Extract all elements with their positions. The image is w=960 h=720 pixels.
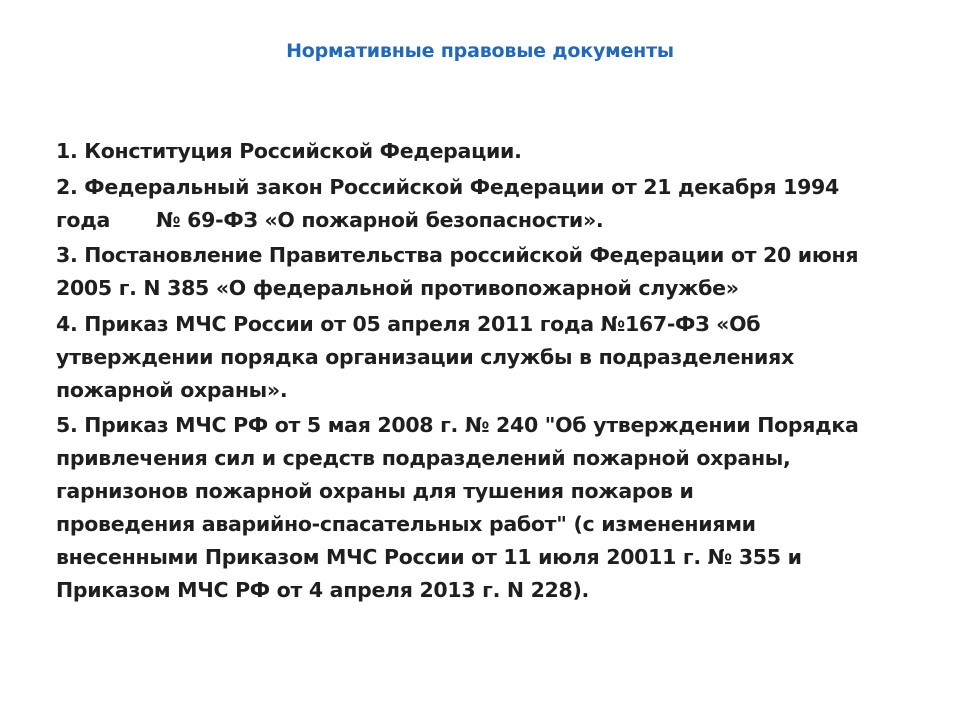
document-item-4-line-1: 4. Приказ МЧС России от 05 апреля 2011 года №167-ФЗ «Об	[56, 311, 761, 336]
document-item-5-line-3: гарнизонов пожарной охраны для тушения пожаров и	[56, 479, 694, 503]
document-item-2-line-1: 2. Федеральный закон Российской Федерации от 21 декабря 1994	[56, 174, 839, 199]
document-item-2-line-2a: года	[56, 207, 110, 232]
document-item-5-line-5: внесенными Приказом МЧС России от 11 июля 20011 г. № 355 и	[56, 545, 802, 569]
document-item-4-line-2: утверждении порядка организации службы в подразделениях	[56, 344, 794, 369]
document-item-1-line-1: 1. Конституция Российской Федерации.	[56, 139, 522, 163]
document-item-1	[56, 135, 916, 168]
document-item-5-line-6: Приказом МЧС РФ от 4 апреля 2013 г. N 228).	[56, 578, 590, 602]
document-item-5-line-2: привлечения сил и средств подразделений пожарной охраны,	[56, 446, 791, 470]
document-item-5-line-4: проведения аварийно-спасательных работ" (с изменениями	[56, 512, 756, 536]
document-item-3-line-1: 3. Постановление Правительства российской Федерации от 20 июня	[56, 243, 859, 267]
document-item-2	[56, 171, 916, 237]
document-item-2-line-2	[56, 204, 916, 237]
document-item-5	[56, 409, 916, 607]
document-item-3-line-2: 2005 г. N 385 «О федеральной противопожарной службе»	[56, 276, 739, 300]
document-item-4	[56, 308, 916, 407]
slide-title: Нормативные правовые документы	[286, 40, 674, 62]
document-item-3	[56, 239, 916, 305]
document-item-4-line-3: пожарной охраны».	[56, 377, 288, 402]
document-item-2-line-2b: № 69-ФЗ «О пожарной безопасности».	[155, 207, 604, 232]
documents-list	[56, 135, 916, 610]
document-item-5-line-1: 5. Приказ МЧС РФ от 5 мая 2008 г. № 240 "Об утверждении Порядка	[56, 413, 859, 437]
